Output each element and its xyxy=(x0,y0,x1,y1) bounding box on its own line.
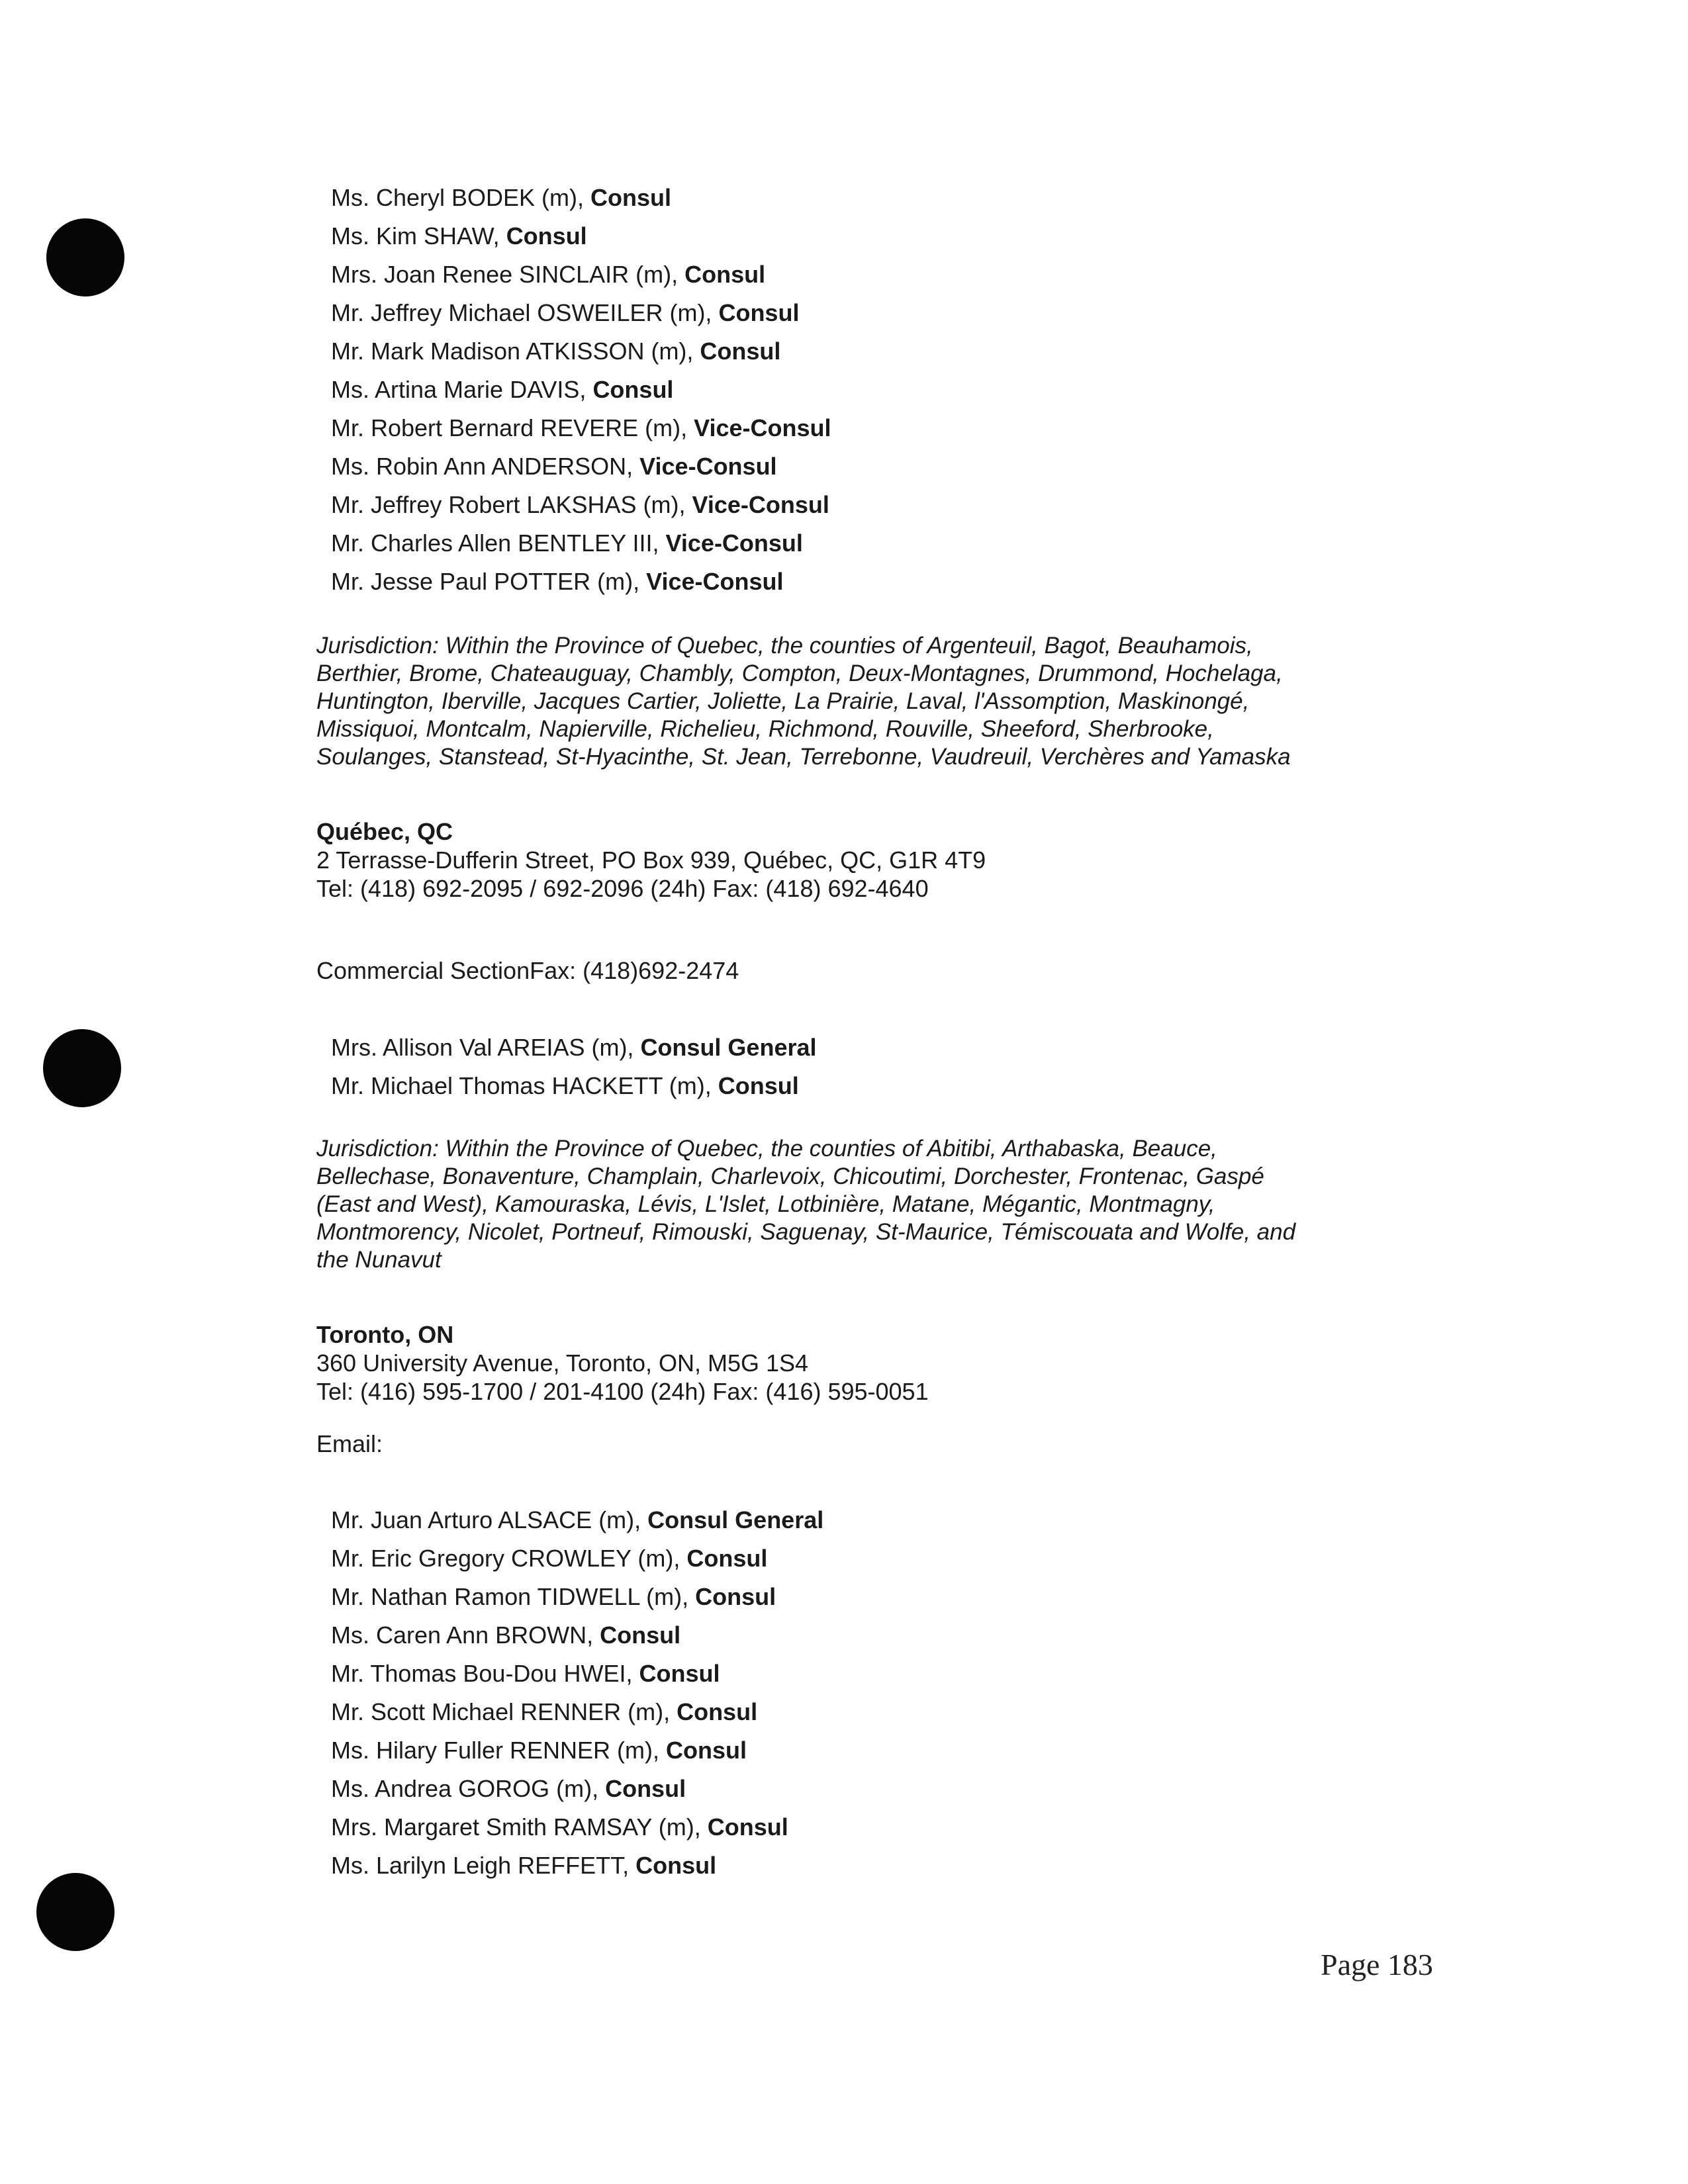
jurisdiction-line: Montmorency, Nicolet, Portneuf, Rimouski, Saguenay, St-Maurice, Témiscouata and Wolfe, and xyxy=(316,1219,1296,1245)
officer-title: Vice-Consul xyxy=(639,453,777,480)
officer-name: Mr. Jeffrey Michael OSWEILER (m), xyxy=(331,299,719,326)
officer-name: Mr. Juan Arturo ALSACE (m), xyxy=(331,1506,648,1533)
toronto-officer-list xyxy=(331,1501,823,1885)
binder-hole-top xyxy=(46,218,124,296)
office-address: 360 University Avenue, Toronto, ON, M5G 1S4 xyxy=(316,1349,809,1377)
officer-title: Consul xyxy=(677,1698,758,1725)
office-phone: Tel: (418) 692-2095 / 692-2096 (24h) Fax: (418) 692-4640 xyxy=(316,875,929,902)
officer-title: Consul xyxy=(707,1813,788,1841)
officer-name: Mr. Michael Thomas HACKETT (m), xyxy=(331,1072,718,1099)
quebec-jurisdiction xyxy=(316,1135,1389,1274)
officer-entry xyxy=(331,1808,823,1846)
officer-name: Ms. Larilyn Leigh REFFETT, xyxy=(331,1852,636,1879)
officer-entry xyxy=(331,179,831,217)
officer-name: Mr. Robert Bernard REVERE (m), xyxy=(331,414,694,441)
officer-entry xyxy=(331,1770,823,1808)
jurisdiction-line: Huntington, Iberville, Jacques Cartier, Joliette, La Prairie, Laval, l'Assomption, Maskinongé, xyxy=(316,688,1250,714)
officer-name: Mr. Charles Allen BENTLEY III, xyxy=(331,529,666,557)
toronto-office-block xyxy=(316,1320,929,1406)
office-phone: Tel: (416) 595-1700 / 201-4100 (24h) Fax: (416) 595-0051 xyxy=(316,1378,929,1405)
montreal-officer-list xyxy=(331,179,831,601)
officer-name: Mrs. Margaret Smith RAMSAY (m), xyxy=(331,1813,708,1841)
officer-entry xyxy=(331,294,831,332)
officer-entry xyxy=(331,332,831,371)
officer-name: Mr. Jesse Paul POTTER (m), xyxy=(331,568,647,595)
officer-title: Vice-Consul xyxy=(665,529,803,557)
montreal-jurisdiction xyxy=(316,632,1389,771)
officer-entry xyxy=(331,1067,817,1105)
jurisdiction-line: Soulanges, Stanstead, St-Hyacinthe, St. Jean, Terrebonne, Vaudreuil, Verchères and Yamaska xyxy=(316,744,1291,770)
officer-title: Consul General xyxy=(647,1506,824,1533)
officer-entry xyxy=(331,1616,823,1655)
commercial-section-fax: Commercial SectionFax: (418)692-2474 xyxy=(316,957,739,984)
officer-entry xyxy=(331,1731,823,1770)
officer-title: Vice-Consul xyxy=(692,491,829,518)
binder-hole-bottom xyxy=(36,1873,115,1951)
officer-entry xyxy=(331,524,831,563)
jurisdiction-line: the Nunavut xyxy=(316,1247,442,1273)
officer-title: Consul xyxy=(600,1621,681,1649)
jurisdiction-line: Bellechase, Bonaventure, Champlain, Charlevoix, Chicoutimi, Dorchester, Frontenac, Gaspé xyxy=(316,1163,1264,1189)
office-city: Québec, QC xyxy=(316,818,453,845)
officer-title: Consul xyxy=(506,222,587,250)
officer-entry xyxy=(331,371,831,409)
quebec-officer-list xyxy=(331,1028,817,1105)
officer-title: Vice-Consul xyxy=(694,414,831,441)
officer-entry xyxy=(331,1539,823,1578)
officer-title: Consul xyxy=(684,261,766,288)
officer-title: Vice-Consul xyxy=(646,568,784,595)
officer-title: Consul xyxy=(718,1072,799,1099)
officer-entry xyxy=(331,486,831,524)
officer-title: Consul xyxy=(718,299,800,326)
officer-name: Ms. Andrea GOROG (m), xyxy=(331,1775,606,1802)
officer-name: Mrs. Joan Renee SINCLAIR (m), xyxy=(331,261,685,288)
jurisdiction-line: Jurisdiction: Within the Province of Quebec, the counties of Argenteuil, Bagot, Beauhamois, xyxy=(316,633,1253,659)
officer-title: Consul xyxy=(695,1583,776,1610)
officer-entry xyxy=(331,217,831,255)
officer-title: Consul xyxy=(666,1737,747,1764)
officer-name: Ms. Cheryl BODEK (m), xyxy=(331,184,591,211)
officer-entry xyxy=(331,1028,817,1067)
office-address: 2 Terrasse-Dufferin Street, PO Box 939, Québec, QC, G1R 4T9 xyxy=(316,846,986,874)
officer-name: Mr. Eric Gregory CROWLEY (m), xyxy=(331,1545,687,1572)
officer-name: Mrs. Allison Val AREIAS (m), xyxy=(331,1034,641,1061)
officer-entry xyxy=(331,255,831,294)
officer-name: Mr. Jeffrey Robert LAKSHAS (m), xyxy=(331,491,692,518)
officer-title: Consul xyxy=(635,1852,717,1879)
page-number: Page 183 xyxy=(1321,1948,1433,1981)
officer-name: Ms. Caren Ann BROWN, xyxy=(331,1621,600,1649)
officer-title: Consul xyxy=(700,338,781,365)
office-city: Toronto, ON xyxy=(316,1321,454,1348)
jurisdiction-line: (East and West), Kamouraska, Lévis, L'Islet, Lotbinière, Matane, Mégantic, Montmagny, xyxy=(316,1191,1215,1217)
officer-entry xyxy=(331,447,831,486)
officer-name: Ms. Hilary Fuller RENNER (m), xyxy=(331,1737,667,1764)
officer-name: Mr. Scott Michael RENNER (m), xyxy=(331,1698,677,1725)
officer-name: Ms. Robin Ann ANDERSON, xyxy=(331,453,640,480)
officer-title: Consul General xyxy=(640,1034,817,1061)
officer-title: Consul xyxy=(605,1775,686,1802)
officer-title: Consul xyxy=(686,1545,768,1572)
officer-name: Ms. Kim SHAW, xyxy=(331,222,506,250)
officer-title: Consul xyxy=(590,184,672,211)
quebec-office-block xyxy=(316,817,986,903)
officer-title: Consul xyxy=(639,1660,720,1687)
officer-entry xyxy=(331,1846,823,1885)
jurisdiction-line: Missiquoi, Montcalm, Napierville, Richelieu, Richmond, Rouville, Sheeford, Sherbrooke, xyxy=(316,716,1214,742)
officer-entry xyxy=(331,1655,823,1693)
officer-title: Consul xyxy=(592,376,674,403)
officer-entry xyxy=(331,1501,823,1539)
officer-entry xyxy=(331,563,831,601)
officer-name: Ms. Artina Marie DAVIS, xyxy=(331,376,593,403)
binder-hole-middle xyxy=(43,1029,121,1107)
officer-entry xyxy=(331,409,831,447)
officer-entry xyxy=(331,1693,823,1731)
officer-name: Mr. Mark Madison ATKISSON (m), xyxy=(331,338,700,365)
jurisdiction-line: Berthier, Brome, Chateauguay, Chambly, Compton, Deux-Montagnes, Drummond, Hochelaga, xyxy=(316,660,1283,686)
officer-name: Mr. Nathan Ramon TIDWELL (m), xyxy=(331,1583,696,1610)
email-label: Email: xyxy=(316,1430,383,1457)
officer-name: Mr. Thomas Bou-Dou HWEI, xyxy=(331,1660,639,1687)
jurisdiction-line: Jurisdiction: Within the Province of Quebec, the counties of Abitibi, Arthabaska, Beauce, xyxy=(316,1136,1217,1161)
officer-entry xyxy=(331,1578,823,1616)
